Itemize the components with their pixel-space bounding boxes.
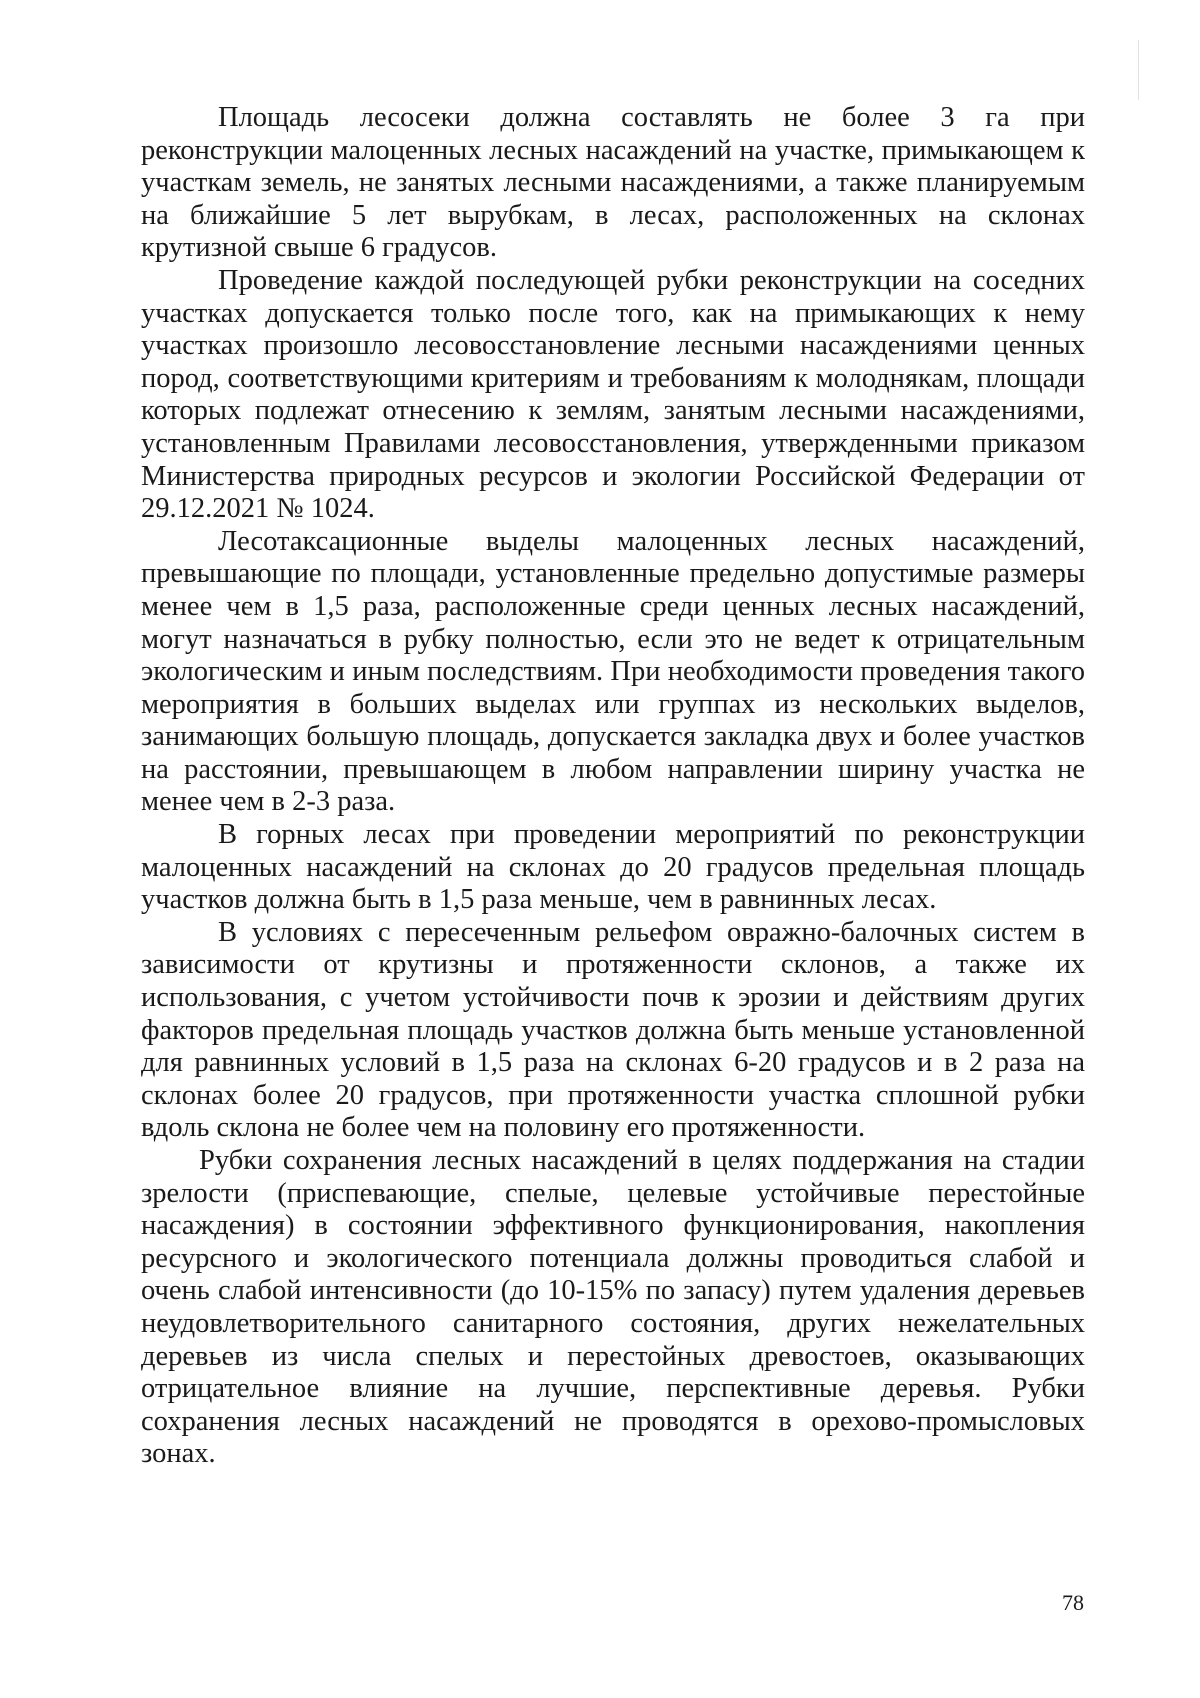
paragraph-ravine-terrain: В условиях с пересеченным рельефом овражно-балочных систем в зависимости от крутизны и протяженности склонов, а также их использования, с учетом устойчивости почв к эрозии и действиям других факторов предельная площадь участков должна быть меньше установленной для равнинных условий в 1,5 раза на склонах 6-20 градусов и в 2 раза на склонах более 20 градусов, при протяженности участка сплошной рубки вдоль склона не более чем на половину его протяженности. [141,916,1085,1144]
paragraph-preservation-cutting: Рубки сохранения лесных насаждений в целях поддержания на стадии зрелости (приспевающие, спелые, целевые устойчивые перестойные насаждения) в состоянии эффективного функционирования, накопления ресурсного и экологического потенциала должны проводиться слабой и очень слабой интенсивности (до 10-15% по запасу) путем удаления деревьев неудовлетворительного санитарного состояния, других нежелательных деревьев из числа спелых и перестойных древостоев, оказывающих отрицательное влияние на лучшие, перспективные деревья. Рубки сохранения лесных насаждений не проводятся в орехово-промысловых зонах. [141,1145,1085,1470]
paragraph-subsequent-cutting: Проведение каждой последующей рубки реконструкции на соседних участках допускается только после того, как на примыкающих к нему участках произошло лесовосстановление лесными насаждениями ценных пород, соответствующими критериям и требованиям к молоднякам, площади которых подлежат отнесению к землям, занятым лесными насаждениями, установленным Правилами лесовосстановления, утвержденными приказом Министерства природных ресурсов и экологии Российской Федерации от 29.12.2021 № 1024. [141,264,1085,525]
scan-edge-mark [1138,40,1139,100]
paragraph-forest-inventory-plots: Лесотаксационные выделы малоценных лесных насаждений, превышающие по площади, установленные предельно допустимые размеры менее чем в 1,5 раза, расположенные среди ценных лесных насаждений, могут назначаться в рубку полностью, если это не ведет к отрицательным экологическим и иным последствиям. При необходимости проведения такого мероприятия в больших выделах или группах из нескольких выделов, занимающих большую площадь, допускается закладка двух и более участков на расстоянии, превышающем в любом направлении ширину участка не менее чем в 2-3 раза. [141,525,1085,818]
paragraph-mountain-forests: В горных лесах при проведении мероприятий по реконструкции малоценных насаждений на склонах до 20 градусов предельная площадь участков должна быть в 1,5 раза меньше, чем в равнинных лесах. [141,819,1085,916]
document-body [141,102,1085,1471]
page-number: 78 [1062,1590,1084,1615]
paragraph-lesoseka-area: Площадь лесосеки должна составлять не более 3 га при реконструкции малоценных лесных насаждений на участке, примыкающем к участкам земель, не занятых лесными насаждениями, а также планируемым на ближайшие 5 лет вырубкам, в лесах, расположенных на склонах крутизной свыше 6 градусов. [141,102,1085,264]
